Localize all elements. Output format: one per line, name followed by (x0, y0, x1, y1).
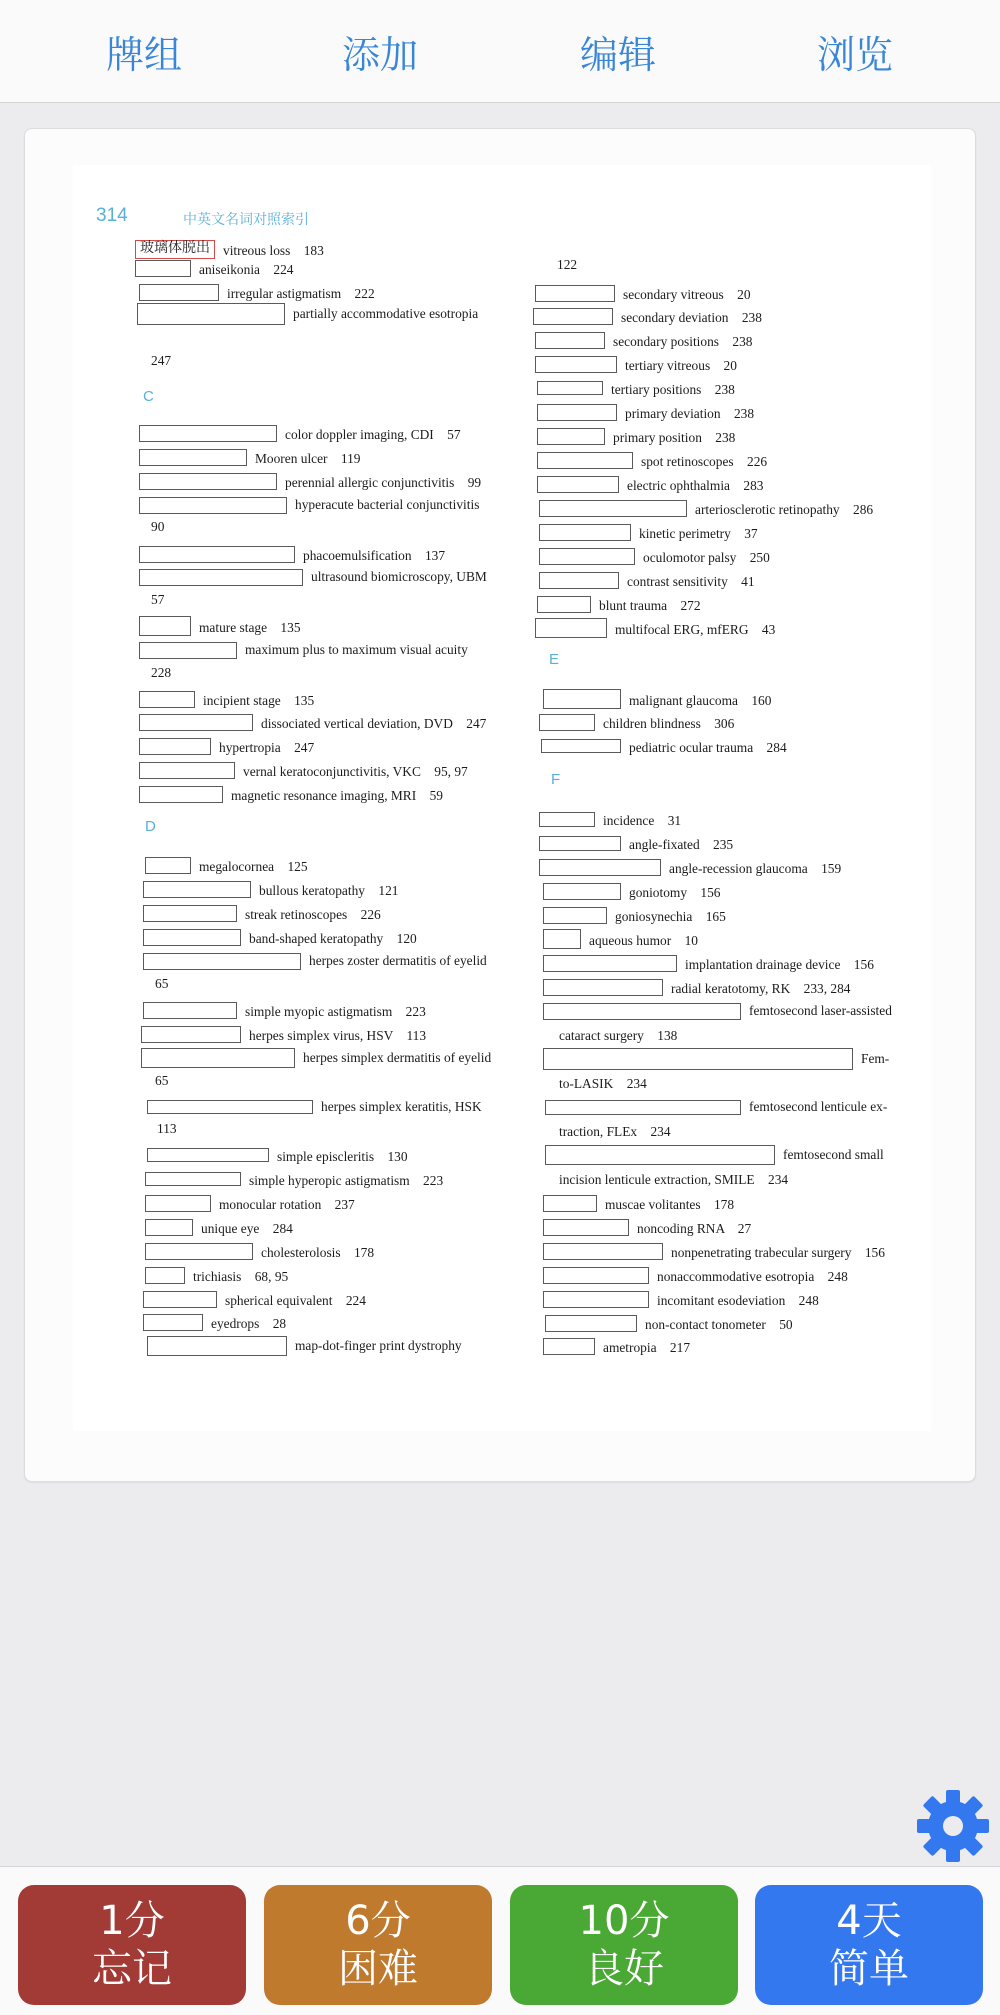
index-entry: angle-fixated 235 (629, 836, 734, 852)
index-entry: tertiary vitreous 20 (625, 357, 737, 373)
index-entry: herpes zoster dermatitis of eyelid (309, 953, 487, 968)
masked-term-box (543, 1195, 597, 1212)
hard-interval: 6分 (345, 1898, 411, 1944)
masked-term-box (535, 285, 615, 302)
masked-term-box (145, 1267, 185, 1284)
index-entry: aniseikonia 224 (199, 261, 294, 277)
masked-term-box (535, 618, 607, 638)
index-entry: hyperacute bacterial conjunctivitis (295, 497, 480, 512)
masked-term-box (145, 857, 191, 874)
index-entry: herpes simplex virus, HSV 113 (249, 1027, 427, 1043)
nav-edit-button[interactable]: 编辑 (580, 33, 657, 77)
index-entry: femtosecond small (783, 1147, 884, 1162)
easy-button[interactable] (755, 1885, 983, 2005)
index-entry: kinetic perimetry 37 (639, 525, 758, 541)
index-entry: simple myopic astigmatism 223 (245, 1003, 426, 1019)
index-entry: oculomotor palsy 250 (643, 549, 770, 565)
highlighted-term: 玻璃体脱出 (135, 240, 215, 259)
index-entry: incipient stage 135 (203, 692, 315, 708)
index-entry: vernal keratoconjunctivitis, VKC 95, 97 (243, 763, 468, 779)
nav-decks-button[interactable]: 牌组 (106, 33, 183, 77)
again-button[interactable] (18, 1885, 246, 2005)
index-entry: megalocornea 125 (199, 858, 308, 874)
masked-term-box (543, 1267, 649, 1284)
masked-term-box (539, 572, 619, 589)
masked-term-box (537, 452, 633, 469)
masked-term-box (539, 836, 621, 851)
index-entry: Mooren ulcer 119 (255, 450, 361, 466)
index-entry-continuation: 228 (151, 665, 172, 680)
index-entry-continuation: 90 (151, 519, 165, 534)
index-entry: dissociated vertical deviation, DVD 247 (261, 715, 487, 731)
index-entry-continuation: 57 (151, 592, 165, 607)
good-label: 良好 (584, 1946, 664, 1992)
index-entry: band-shaped keratopathy 120 (249, 930, 417, 946)
index-entry: ultrasound biomicroscopy, UBM (311, 569, 487, 584)
page-number: 314 (96, 205, 128, 226)
index-entry: nonpenetrating trabecular surgery 156 (671, 1244, 885, 1260)
section-letter: C (143, 388, 154, 405)
masked-term-box (539, 714, 595, 731)
index-entry: noncoding RNA 27 (637, 1220, 752, 1236)
index-entry: goniosynechia 165 (615, 908, 726, 924)
good-interval: 10分 (578, 1898, 670, 1944)
index-entry: streak retinoscopes 226 (245, 906, 381, 922)
answer-bar (0, 1866, 1000, 2015)
masked-term-box (537, 404, 617, 421)
masked-term-box (135, 260, 191, 277)
index-entry: color doppler imaging, CDI 57 (285, 426, 461, 442)
masked-term-box (543, 1048, 853, 1070)
masked-term-box (537, 381, 603, 395)
hard-button[interactable] (264, 1885, 492, 2005)
index-entry: primary position 238 (613, 429, 736, 445)
index-entry: secondary deviation 238 (621, 309, 762, 325)
index-entry: malignant glaucoma 160 (629, 692, 772, 708)
index-entry: muscae volitantes 178 (605, 1196, 735, 1212)
index-entry: non-contact tonometer 50 (645, 1316, 793, 1332)
masked-term-box (139, 714, 253, 731)
masked-term-box (143, 1002, 237, 1019)
index-entry: ametropia 217 (603, 1339, 691, 1355)
gear-icon[interactable] (914, 1787, 992, 1865)
index-entry-continuation: 65 (155, 976, 169, 991)
masked-term-box (143, 881, 251, 898)
masked-term-box (545, 1145, 775, 1165)
index-entry: tertiary positions 238 (611, 381, 735, 397)
masked-term-box (137, 303, 285, 325)
masked-term-box (143, 905, 237, 922)
masked-term-box (545, 1100, 741, 1115)
index-entry: vitreous loss 183 (223, 242, 324, 258)
index-entry: mature stage 135 (199, 619, 301, 635)
index-entry: electric ophthalmia 283 (627, 477, 764, 493)
masked-term-box (139, 738, 211, 755)
index-entry: incidence 31 (603, 812, 682, 828)
again-label: 忘记 (92, 1946, 172, 1992)
masked-term-box (539, 812, 595, 827)
masked-term-box (543, 1338, 595, 1355)
index-entry: spherical equivalent 224 (225, 1292, 366, 1308)
easy-label: 简单 (829, 1946, 909, 1992)
masked-term-box (543, 929, 581, 949)
masked-term-box (145, 1219, 193, 1236)
masked-term-box (535, 356, 617, 373)
masked-term-box (541, 739, 621, 753)
masked-term-box (537, 476, 619, 493)
masked-term-box (139, 449, 247, 466)
index-entry: implantation drainage device 156 (685, 956, 874, 972)
masked-term-box (533, 308, 613, 325)
index-entry: phacoemulsification 137 (303, 547, 446, 563)
masked-term-box (139, 546, 295, 563)
easy-interval: 4天 (836, 1898, 902, 1944)
again-interval: 1分 (99, 1898, 165, 1944)
index-entry: simple episcleritis 130 (277, 1148, 408, 1164)
index-entry: map-dot-finger print dystrophy (295, 1338, 462, 1353)
masked-term-box (543, 1243, 663, 1260)
masked-term-box (539, 859, 661, 876)
index-entry: femtosecond laser-assisted (749, 1003, 892, 1018)
section-letter: F (551, 771, 561, 788)
index-entry-continuation: 122 (557, 257, 578, 272)
nav-add-button[interactable]: 添加 (342, 33, 419, 77)
index-entry: perennial allergic conjunctivitis 99 (285, 474, 482, 490)
index-entry: magnetic resonance imaging, MRI 59 (231, 787, 443, 803)
masked-term-box (147, 1148, 269, 1162)
masked-term-box (139, 284, 219, 301)
masked-term-box (539, 548, 635, 565)
index-entry: simple hyperopic astigmatism 223 (249, 1172, 444, 1188)
card-image-page (73, 165, 931, 1431)
index-entry-continuation: cataract surgery 138 (559, 1028, 678, 1043)
index-entry-continuation: to-LASIK 234 (559, 1076, 647, 1091)
masked-term-box (139, 691, 195, 708)
section-letter: E (549, 651, 560, 668)
masked-term-box (543, 955, 677, 972)
index-entry: children blindness 306 (603, 715, 735, 731)
masked-term-box (539, 524, 631, 541)
masked-term-box (145, 1195, 211, 1212)
masked-term-box (537, 596, 591, 613)
index-entry: goniotomy 156 (629, 884, 721, 900)
masked-term-box (543, 1003, 741, 1020)
masked-term-box (141, 1026, 241, 1043)
index-entry: trichiasis 68, 95 (193, 1268, 289, 1284)
nav-browse-button[interactable]: 浏览 (817, 33, 894, 77)
masked-term-box (543, 883, 621, 900)
masked-term-box (147, 1336, 287, 1356)
index-entry: partially accommodative esotropia (293, 306, 479, 321)
masked-term-box (537, 428, 605, 445)
masked-term-box (143, 1314, 203, 1331)
masked-term-box (545, 1315, 637, 1332)
top-nav-bar (0, 0, 1000, 103)
index-entry: arteriosclerotic retinopathy 286 (695, 501, 874, 517)
index-entry: herpes simplex keratitis, HSK (321, 1099, 482, 1114)
masked-term-box (139, 642, 237, 659)
index-entry: herpes simplex dermatitis of eyelid (303, 1050, 492, 1065)
index-entry: secondary positions 238 (613, 333, 753, 349)
index-entry: eyedrops 28 (211, 1315, 287, 1331)
masked-term-box (139, 497, 287, 514)
index-entry: blunt trauma 272 (599, 597, 701, 613)
index-entry: bullous keratopathy 121 (259, 882, 399, 898)
section-letter: D (145, 818, 156, 835)
index-entry-continuation: 113 (157, 1121, 177, 1136)
masked-term-box (139, 569, 303, 586)
index-entry-continuation: incision lenticule extraction, SMILE 234 (559, 1172, 789, 1187)
masked-term-box (139, 786, 223, 803)
masked-term-box (145, 1172, 241, 1186)
good-button[interactable] (510, 1885, 738, 2005)
masked-term-box (143, 929, 241, 946)
masked-term-box (543, 907, 607, 924)
masked-term-box (147, 1100, 313, 1114)
index-entry: radial keratotomy, RK 233, 284 (671, 980, 851, 996)
masked-term-box (139, 616, 191, 636)
index-entry: spot retinoscopes 226 (641, 453, 768, 469)
masked-term-box (139, 425, 277, 442)
index-entry: nonaccommodative esotropia 248 (657, 1268, 848, 1284)
index-entry: multifocal ERG, mfERG 43 (615, 621, 776, 637)
index-entry: Fem- (861, 1051, 890, 1066)
index-entry: angle-recession glaucoma 159 (669, 860, 842, 876)
index-entry-continuation: 247 (151, 353, 172, 368)
index-entry-continuation: traction, FLEx 234 (559, 1124, 671, 1139)
index-entry: contrast sensitivity 41 (627, 573, 755, 589)
masked-term-box (143, 953, 301, 970)
index-entry: unique eye 284 (201, 1220, 293, 1236)
index-entry: incomitant esodeviation 248 (657, 1292, 819, 1308)
hard-label: 困难 (338, 1946, 418, 1992)
masked-term-box (539, 500, 687, 517)
masked-term-box (143, 1291, 217, 1308)
index-entry: aqueous humor 10 (589, 932, 698, 948)
index-entry: monocular rotation 237 (219, 1196, 355, 1212)
masked-term-box (543, 1219, 629, 1236)
flashcard[interactable] (24, 128, 976, 1482)
index-entry: irregular astigmatism 222 (227, 285, 375, 301)
masked-term-box (543, 1291, 649, 1308)
masked-term-box (543, 979, 663, 996)
masked-term-box (139, 473, 277, 490)
index-entry: pediatric ocular trauma 284 (629, 739, 787, 755)
masked-term-box (145, 1243, 253, 1260)
masked-term-box (535, 332, 605, 349)
index-entry: cholesterolosis 178 (261, 1244, 375, 1260)
masked-term-box (543, 689, 621, 709)
index-entry: maximum plus to maximum visual acuity (245, 642, 468, 657)
index-entry: primary deviation 238 (625, 405, 755, 421)
masked-term-box (141, 1048, 295, 1068)
masked-term-box (139, 762, 235, 779)
index-entry-continuation: 65 (155, 1073, 169, 1088)
page-title: 中英文名词对照索引 (183, 212, 309, 228)
index-entry: secondary vitreous 20 (623, 286, 751, 302)
index-entry: hypertropia 247 (219, 739, 315, 755)
index-entry: femtosecond lenticule ex- (749, 1099, 888, 1114)
